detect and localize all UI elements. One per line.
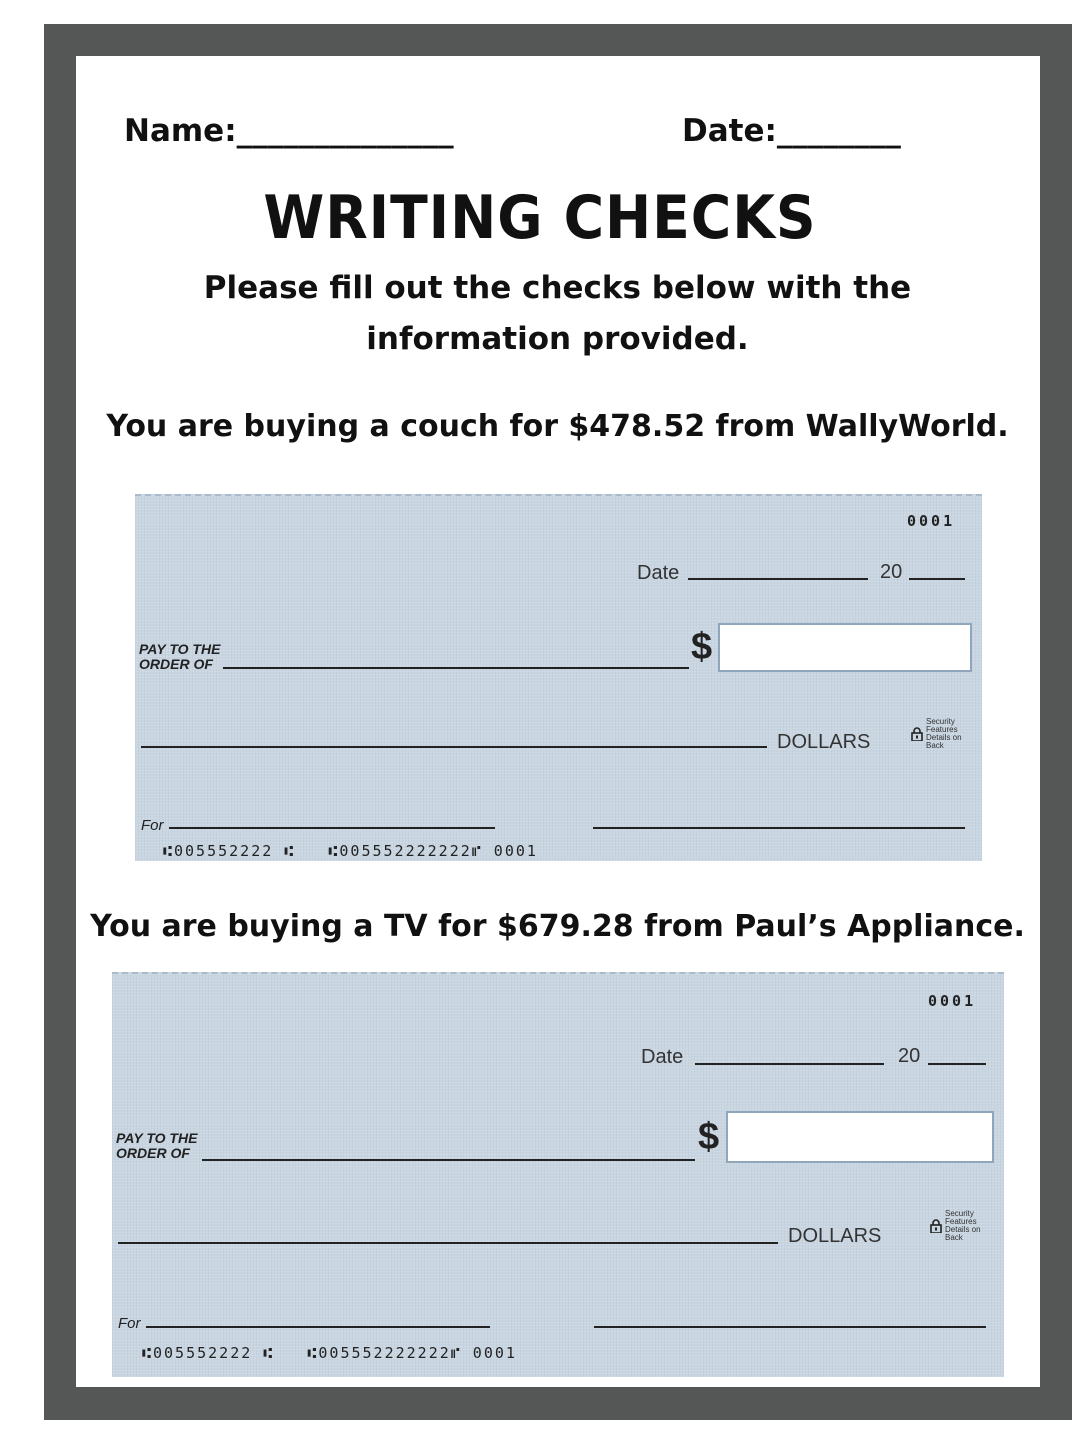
date-label: Date xyxy=(641,1046,684,1068)
pay-to-label: PAY TO THE ORDER OF xyxy=(139,641,221,672)
check-number: 0001 xyxy=(928,992,977,1010)
lock-icon xyxy=(911,727,923,741)
pay-to-label: PAY TO THE ORDER OF xyxy=(116,1130,198,1161)
payee-line[interactable] xyxy=(223,667,689,669)
instructions-line-1: Please fill out the checks below with the xyxy=(203,270,912,306)
year-label: 20 xyxy=(898,1045,921,1067)
signature-line[interactable] xyxy=(593,827,965,829)
for-label: For xyxy=(141,817,164,834)
name-field[interactable]: Name:______________ xyxy=(124,113,454,149)
security-note xyxy=(930,1210,991,1242)
dollars-label: DOLLARS xyxy=(777,731,871,753)
memo-line[interactable] xyxy=(146,1326,490,1328)
check-number: 0001 xyxy=(907,512,956,530)
micr-line: ⑆005552222 ⑆ ⑆005552222222⑈ 0001 xyxy=(142,1344,517,1362)
written-amount-line[interactable] xyxy=(118,1242,778,1244)
date-line[interactable] xyxy=(688,578,868,580)
micr-line: ⑆005552222 ⑆ ⑆005552222222⑈ 0001 xyxy=(163,842,538,860)
for-label: For xyxy=(118,1315,141,1332)
security-text: Security Features Details on Back xyxy=(945,1209,981,1242)
year-line[interactable] xyxy=(909,578,965,580)
year-label: 20 xyxy=(880,561,903,583)
instructions-line-2: information provided. xyxy=(366,321,749,357)
date-field[interactable]: Date:________ xyxy=(682,113,901,149)
security-note xyxy=(911,718,972,750)
date-line[interactable] xyxy=(695,1063,884,1065)
dollar-sign: $ xyxy=(691,626,713,668)
date-label: Date xyxy=(637,562,680,584)
worksheet-title: WRITING CHECKS xyxy=(263,183,817,253)
check-1 xyxy=(135,494,982,861)
signature-line[interactable] xyxy=(594,1326,986,1328)
year-line[interactable] xyxy=(928,1063,986,1065)
payee-line[interactable] xyxy=(202,1159,695,1161)
memo-line[interactable] xyxy=(169,827,495,829)
check-2-prompt: You are buying a TV for $679.28 from Paul’s Appliance. xyxy=(90,909,1025,944)
amount-box[interactable] xyxy=(726,1111,994,1163)
check-2 xyxy=(112,972,1004,1377)
dollars-label: DOLLARS xyxy=(788,1225,882,1247)
amount-box[interactable] xyxy=(718,623,972,672)
security-text: Security Features Details on Back xyxy=(926,717,962,750)
lock-icon xyxy=(930,1219,942,1233)
check-1-prompt: You are buying a couch for $478.52 from WallyWorld. xyxy=(106,409,1009,444)
written-amount-line[interactable] xyxy=(141,746,767,748)
dollar-sign: $ xyxy=(698,1116,720,1158)
